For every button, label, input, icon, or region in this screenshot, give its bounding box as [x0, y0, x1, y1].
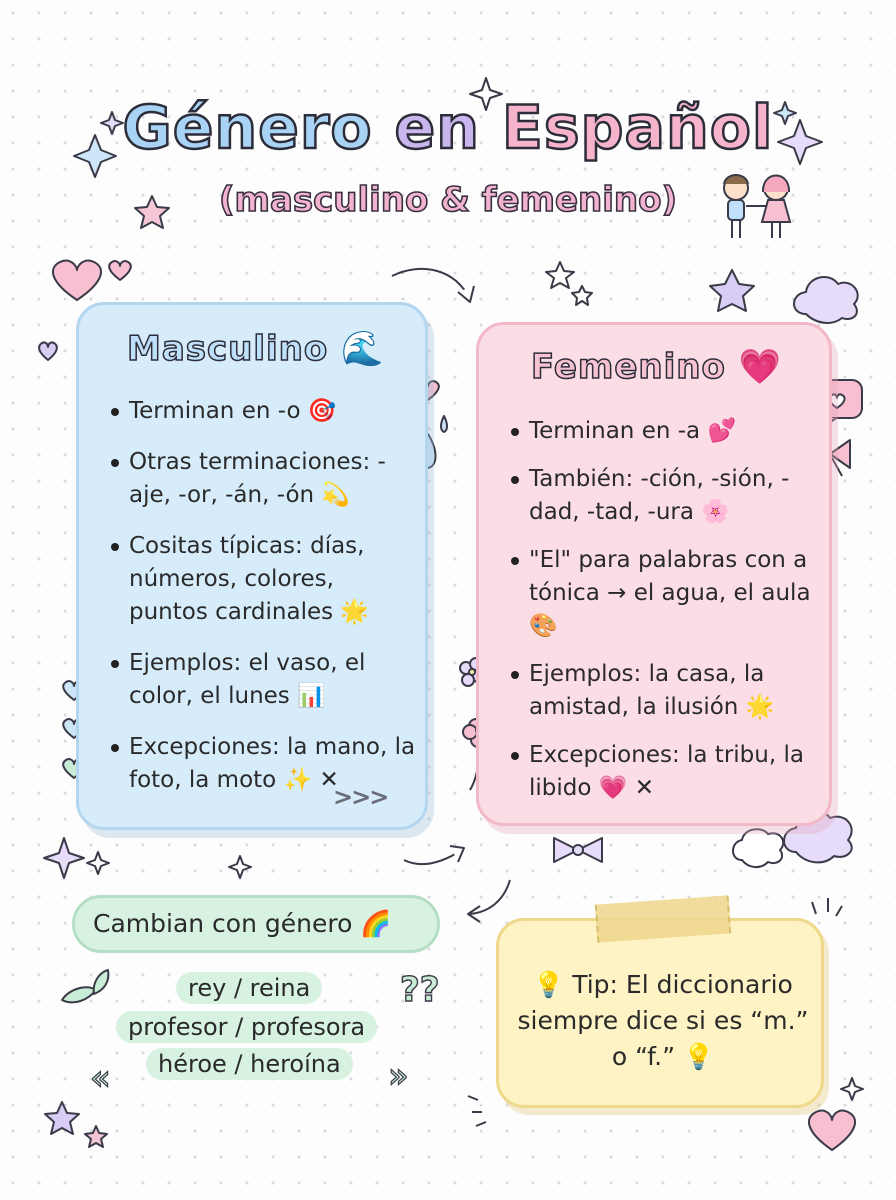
gender-pair: héroe / heroína [146, 1048, 353, 1080]
list-item: "El" para palabras con a tónica → el agua, el aula 🎨 [507, 544, 819, 643]
list-item: Terminan en -o 🎯 [107, 395, 419, 428]
heart-icon [809, 1111, 855, 1150]
heart-icon [53, 261, 101, 300]
chevrons-decoration: >>> [333, 783, 388, 811]
title-word-2: en [394, 93, 480, 163]
sparkle-icon [87, 852, 109, 874]
gender-pair: rey / reina [176, 972, 322, 1004]
cambian-label: Cambian con género 🌈 [72, 895, 440, 953]
star-icon [546, 262, 574, 288]
cloud-icon [733, 829, 783, 867]
title-word-1: Género [122, 93, 373, 163]
chevron-left-decoration: « [90, 1058, 111, 1098]
masculino-list [107, 395, 419, 815]
gender-pair: profesor / profesora [116, 1011, 377, 1043]
tip-note [496, 918, 824, 1108]
leaf-icon [62, 987, 96, 1002]
tip-text: 💡 Tip: El diccionario siempre dice si es “m.” o “f.” 💡 [517, 970, 809, 1071]
femenino-title: Femenino 💗 [531, 347, 782, 387]
question-marks-decoration: ?? [400, 970, 440, 1010]
title-word-3: Español [501, 93, 774, 163]
cloud-icon [794, 277, 858, 323]
list-item: Excepciones: la mano, la foto, la moto ✨ ✕ [107, 731, 419, 797]
heart-icon [39, 342, 57, 360]
drop-icon [441, 416, 447, 432]
sparkle-icon [229, 856, 251, 878]
list-item: Ejemplos: la casa, la amistad, la ilusión 🌟 [507, 658, 819, 724]
page-title [0, 92, 896, 164]
star-icon [710, 270, 754, 311]
list-item: También: -ción, -sión, -dad, -tad, -ura 🌸 [507, 463, 819, 529]
heart-icon [109, 261, 131, 280]
masculino-title: Masculino 🌊 [127, 329, 385, 369]
femenino-list [507, 415, 819, 820]
arrow-icon [392, 269, 470, 300]
list-item: Ejemplos: el vaso, el color, el lunes 📊 [107, 647, 419, 713]
list-item: Otras terminaciones: -aje, -or, -án, -ón 💫 [107, 446, 419, 512]
sparkle-icon [44, 838, 84, 878]
masculino-card [76, 302, 428, 830]
star-icon [85, 1126, 107, 1147]
femenino-card [476, 322, 832, 826]
chevron-right-decoration: » [388, 1056, 409, 1096]
star-icon [45, 1102, 79, 1134]
list-item: Terminan en -a 💕 [507, 415, 819, 448]
sparkle-icon [841, 1078, 863, 1100]
list-item: Excepciones: la tribu, la libido 💗 ✕ [507, 739, 819, 805]
list-item: Cositas típicas: días, números, colores, puntos cardinales 🌟 [107, 530, 419, 629]
page-subtitle: (masculino & femenino) [218, 180, 677, 220]
leaf-icon [94, 970, 109, 994]
star-icon [572, 286, 592, 305]
